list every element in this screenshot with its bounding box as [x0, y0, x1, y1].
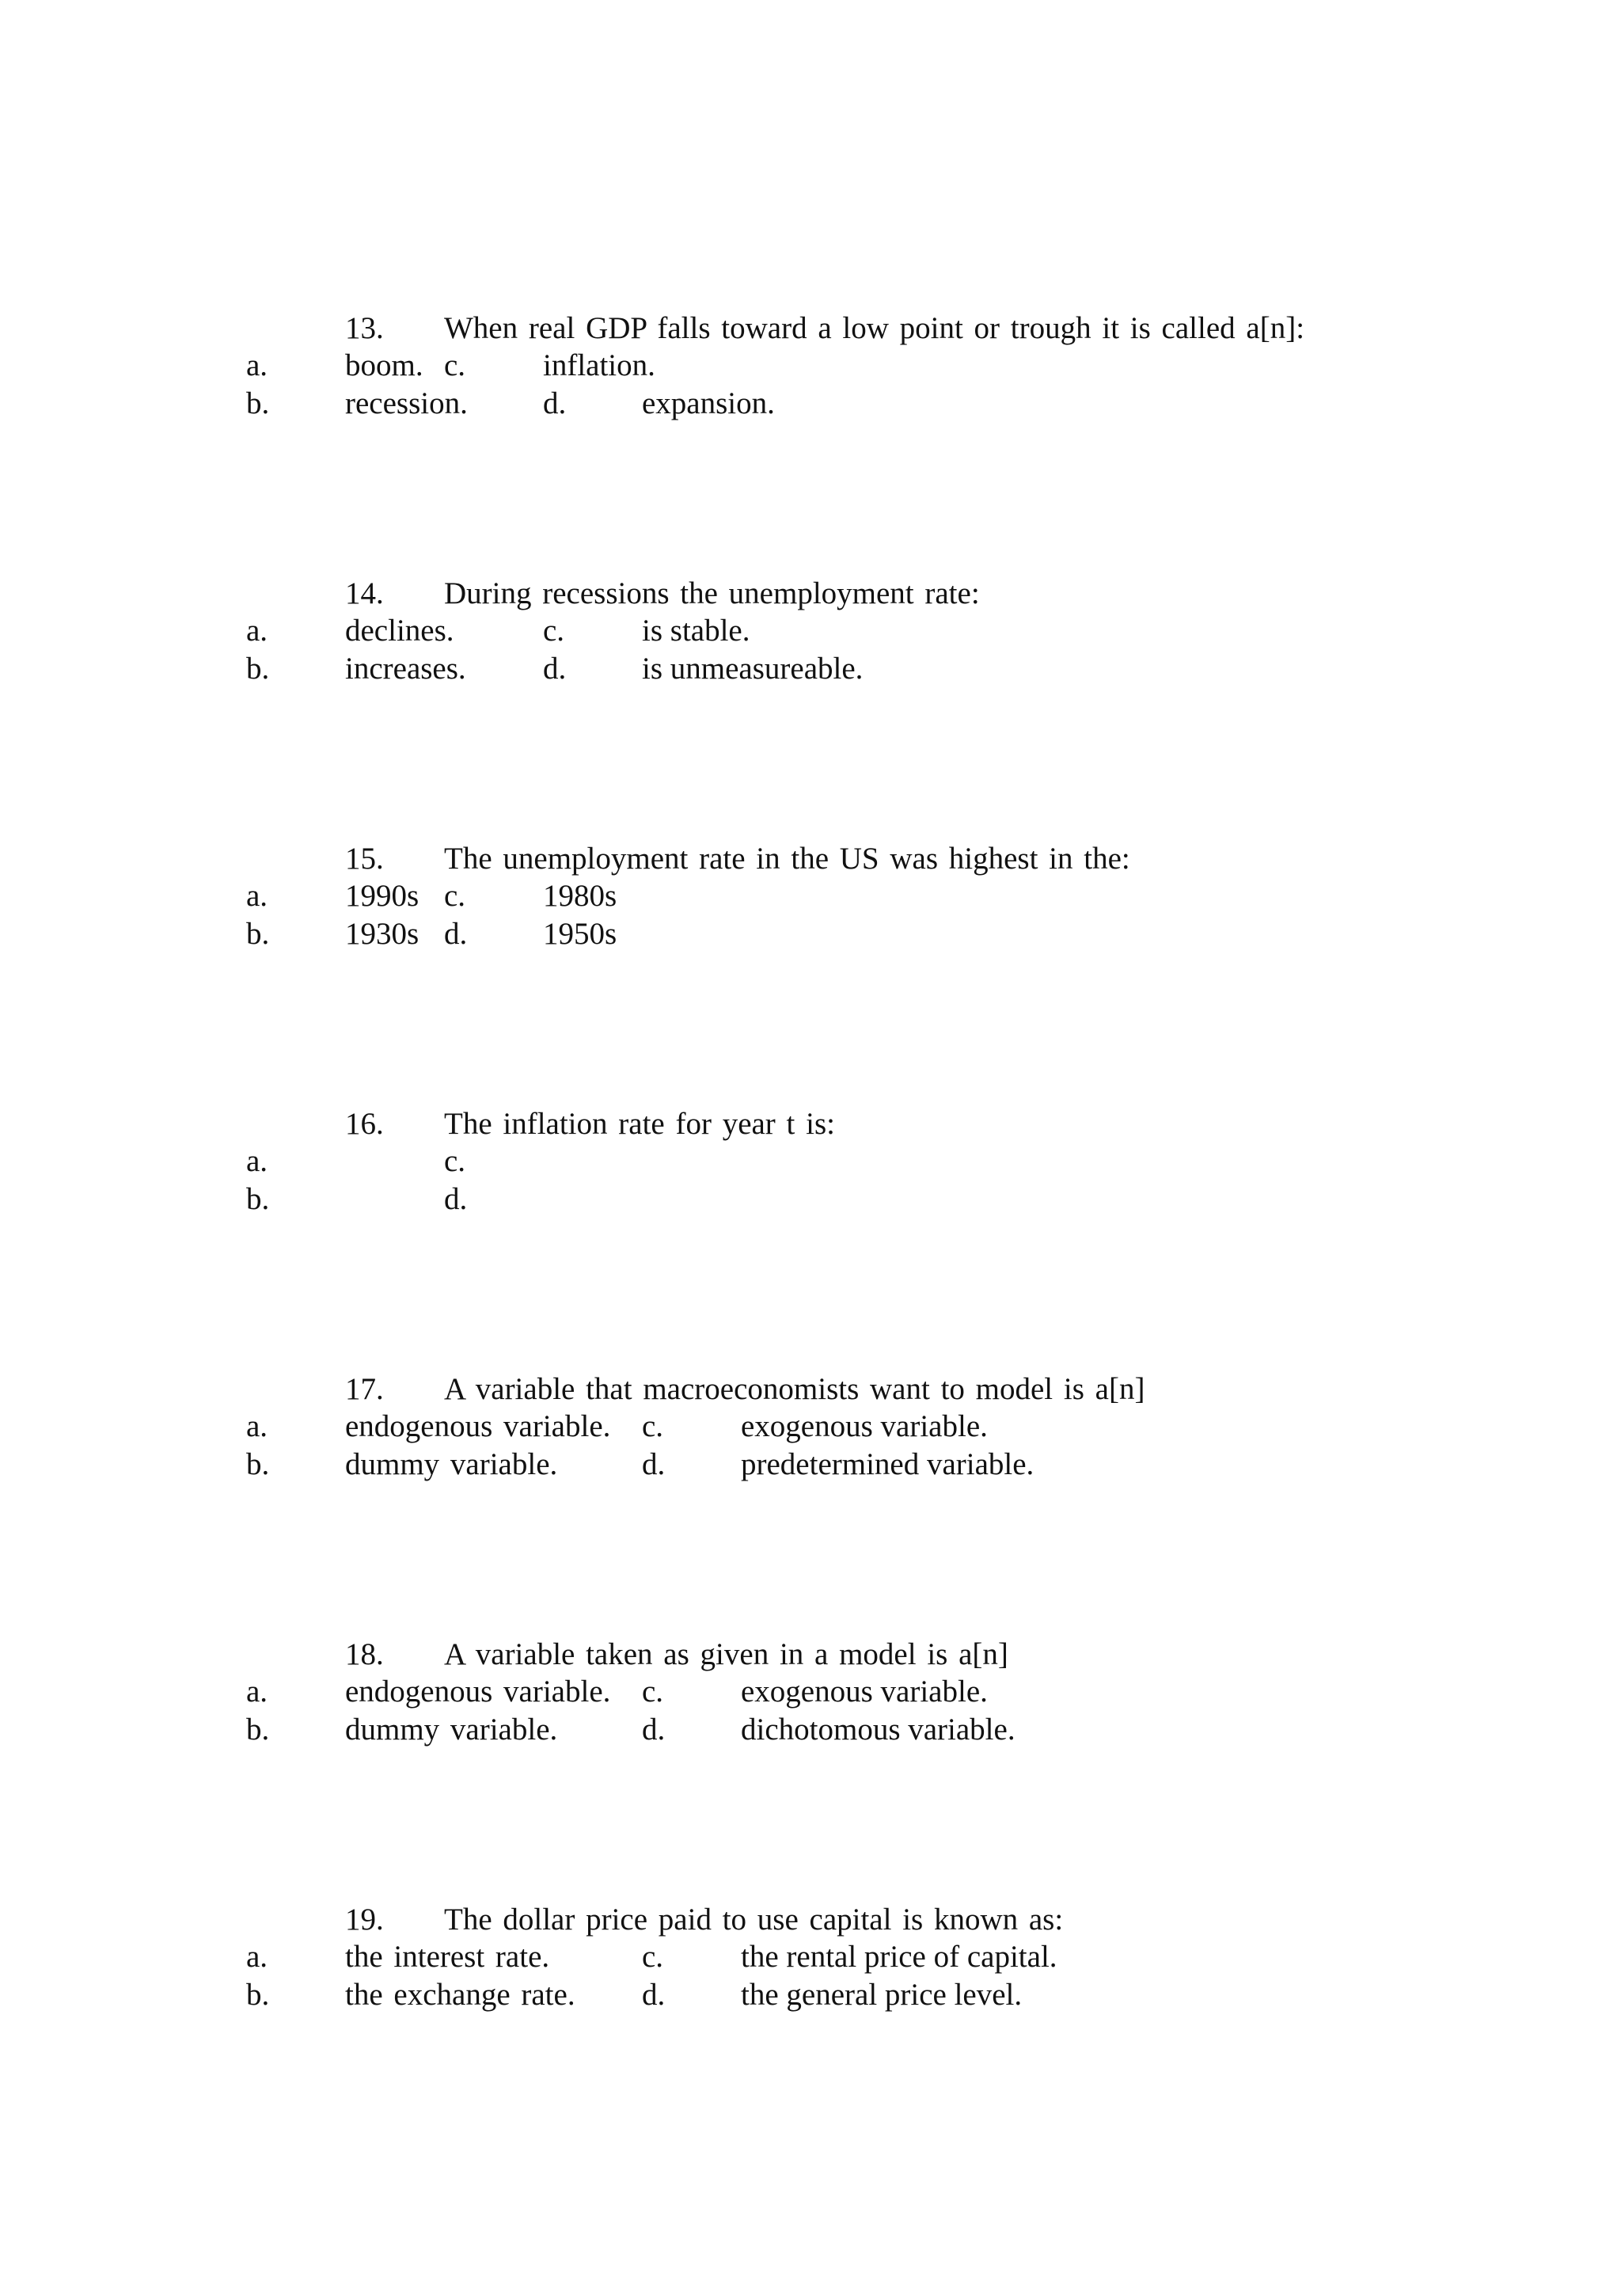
option-c-text: 1980s — [543, 879, 617, 913]
option-a-text: endogenous variable. — [345, 1674, 611, 1709]
option-b-text: the exchange rate. — [345, 1978, 575, 2012]
question-stem: The unemployment rate in the US was highest in the: — [444, 842, 1130, 876]
options-row-a-c — [0, 877, 1621, 914]
options-row-b-d — [0, 1711, 1621, 1748]
option-a-text: boom. — [345, 348, 423, 382]
option-a-letter: a. — [246, 1674, 268, 1709]
question-number: 18. — [345, 1637, 384, 1671]
question-stem: During recessions the unemployment rate: — [444, 576, 980, 610]
option-d-letter: d. — [543, 652, 567, 686]
question-line — [0, 310, 1621, 347]
options-row-a-c — [0, 1673, 1621, 1710]
question-line — [0, 1636, 1621, 1673]
option-b-text: 1930s — [345, 917, 419, 951]
option-c-letter: c. — [444, 348, 466, 382]
option-a-text: endogenous variable. — [345, 1409, 611, 1443]
option-c-text: exogenous variable. — [741, 1409, 988, 1443]
question-number: 14. — [345, 576, 384, 610]
question-stem: The dollar price paid to use capital is known as: — [444, 1903, 1064, 1937]
question-15 — [0, 840, 1621, 959]
option-b-letter: b. — [246, 1978, 270, 2012]
question-number: 19. — [345, 1903, 384, 1937]
question-stem: When real GDP falls toward a low point or trough it is called a[n]: — [444, 311, 1305, 345]
option-b-letter: b. — [246, 1182, 270, 1216]
question-stem: A variable that macroeconomists want to model is a[n] — [444, 1372, 1145, 1406]
question-19 — [0, 1901, 1621, 2020]
option-b-text: increases. — [345, 652, 466, 686]
option-b-text: recession. — [345, 386, 468, 420]
option-a-letter: a. — [246, 1409, 268, 1443]
question-16 — [0, 1105, 1621, 1224]
option-a-letter: a. — [246, 1144, 268, 1178]
option-a-text: the interest rate. — [345, 1940, 550, 1974]
option-d-text: dichotomous variable. — [741, 1712, 1015, 1747]
options-row-a-c — [0, 1408, 1621, 1445]
option-d-text: is unmeasureable. — [642, 652, 864, 686]
option-a-letter: a. — [246, 348, 268, 382]
question-number: 17. — [345, 1372, 384, 1406]
options-row-a-c — [0, 1938, 1621, 1975]
option-b-text: dummy variable. — [345, 1712, 558, 1747]
option-a-letter: a. — [246, 1940, 268, 1974]
option-a-letter: a. — [246, 879, 268, 913]
question-number: 15. — [345, 842, 384, 876]
question-line — [0, 575, 1621, 612]
option-b-text: dummy variable. — [345, 1447, 558, 1481]
question-number: 16. — [345, 1107, 384, 1141]
option-c-letter: c. — [642, 1674, 664, 1709]
option-d-text: expansion. — [642, 386, 775, 420]
option-c-letter: c. — [444, 1144, 466, 1178]
question-line — [0, 1370, 1621, 1408]
option-b-letter: b. — [246, 652, 270, 686]
options-row-b-d — [0, 1180, 1621, 1218]
option-d-letter: d. — [543, 386, 567, 420]
question-stem: A variable taken as given in a model is a[n] — [444, 1637, 1008, 1671]
options-row-b-d — [0, 385, 1621, 422]
option-d-text: 1950s — [543, 917, 617, 951]
option-c-letter: c. — [543, 614, 565, 648]
option-a-text: declines. — [345, 614, 454, 648]
option-b-letter: b. — [246, 1712, 270, 1747]
question-14 — [0, 575, 1621, 694]
question-stem: The inflation rate for year t is: — [444, 1107, 835, 1141]
option-c-text: inflation. — [543, 348, 655, 382]
option-c-letter: c. — [642, 1940, 664, 1974]
question-18 — [0, 1636, 1621, 1754]
question-line — [0, 1105, 1621, 1142]
option-b-letter: b. — [246, 1447, 270, 1481]
question-number: 13. — [345, 311, 384, 345]
option-b-letter: b. — [246, 917, 270, 951]
question-17 — [0, 1370, 1621, 1489]
options-row-a-c — [0, 347, 1621, 384]
question-line — [0, 840, 1621, 877]
option-c-text: exogenous variable. — [741, 1674, 988, 1709]
options-row-a-c — [0, 1142, 1621, 1180]
option-d-letter: d. — [444, 917, 468, 951]
option-a-letter: a. — [246, 614, 268, 648]
option-d-letter: d. — [642, 1447, 666, 1481]
option-d-text: the general price level. — [741, 1978, 1023, 2012]
options-row-b-d — [0, 1976, 1621, 2013]
question-13 — [0, 310, 1621, 428]
option-d-letter: d. — [444, 1182, 468, 1216]
option-c-text: is stable. — [642, 614, 750, 648]
option-c-text: the rental price of capital. — [741, 1940, 1057, 1974]
options-row-b-d — [0, 915, 1621, 952]
option-c-letter: c. — [642, 1409, 664, 1443]
options-row-b-d — [0, 1446, 1621, 1483]
option-c-letter: c. — [444, 879, 466, 913]
option-a-text: 1990s — [345, 879, 419, 913]
option-d-letter: d. — [642, 1978, 666, 2012]
question-line — [0, 1901, 1621, 1938]
option-d-letter: d. — [642, 1712, 666, 1747]
options-row-b-d — [0, 650, 1621, 687]
option-b-letter: b. — [246, 386, 270, 420]
option-d-text: predetermined variable. — [741, 1447, 1034, 1481]
options-row-a-c — [0, 612, 1621, 649]
